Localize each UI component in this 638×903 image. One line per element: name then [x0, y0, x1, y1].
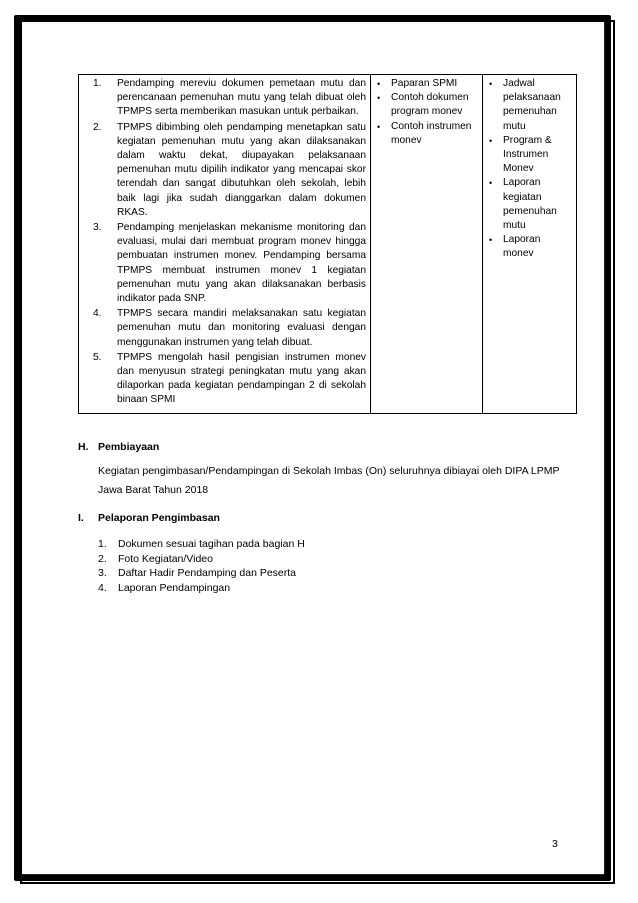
section-i-heading	[78, 512, 220, 524]
bullet-text: Jadwal pelaksanaan pemenuhan mutu	[503, 78, 561, 132]
section-h-title: Pembiayaan	[98, 441, 160, 453]
bullet-icon: •	[377, 79, 381, 89]
page-number: 3	[552, 838, 558, 850]
item-number: 3.	[98, 567, 107, 579]
list-item	[487, 134, 572, 177]
list-item	[375, 77, 478, 91]
item-text: Laporan Pendampingan	[118, 581, 231, 594]
section-i-title: Pelaporan Pengimbasan	[98, 512, 220, 524]
list-item	[83, 221, 366, 306]
bullet-text: Contoh instrumen monev	[391, 120, 472, 146]
report-list	[98, 537, 305, 595]
list-item	[98, 581, 305, 596]
steps-list	[83, 77, 366, 408]
item-text: Dokumen sesuai tagihan pada bagian H	[118, 538, 305, 550]
activity-table	[78, 74, 577, 414]
bullet-icon: •	[377, 93, 381, 104]
bullet-icon: •	[489, 135, 493, 146]
item-number: 4.	[98, 581, 107, 594]
list-item	[83, 307, 366, 350]
section-h-label: H.	[78, 441, 89, 453]
section-h-body: Kegiatan pengimbasan/Pendampingan di Sekolah Imbas (On) seluruhnya dibiayai oleh DIPA LPMP Jawa Barat Tahun 2018	[98, 465, 560, 496]
step-text: Pendamping menjelaskan mekanisme monitoring dan evaluasi, mulai dari membuat program monev hingga pembuatan instrumen monev. Pendamping bersama TPMPS membuat instrumen monev 1 kegiatan pemenuhan mutu yang akan dilaksanakan berbasis indikator pada SNP.	[117, 222, 366, 305]
bullet-icon: •	[489, 235, 493, 246]
materials-cell	[371, 75, 483, 414]
bullet-icon: •	[489, 79, 493, 89]
outputs-cell	[483, 75, 577, 414]
list-item	[487, 233, 572, 261]
item-number: 2.	[98, 552, 107, 565]
list-item	[83, 351, 366, 408]
list-item	[83, 121, 366, 220]
item-number: 1.	[98, 538, 107, 550]
step-text: TPMPS secara mandiri melaksanakan satu kegiatan pemenuhan mutu dan monitoring evaluasi dengan menggunakan instrumen yang telah dibuat.	[117, 308, 366, 348]
materials-list	[375, 77, 478, 148]
step-number: 1.	[93, 78, 102, 89]
bullet-text: Contoh dokumen program monev	[391, 92, 469, 118]
list-item	[375, 120, 478, 148]
steps-cell	[79, 75, 371, 414]
step-number: 2.	[93, 121, 102, 133]
list-item	[487, 77, 572, 134]
list-item	[487, 176, 572, 233]
outputs-list	[487, 77, 572, 262]
step-number: 4.	[93, 308, 102, 320]
bullet-text: Program & Instrumen Monev	[503, 134, 552, 175]
bullet-text: Laporan monev	[503, 234, 541, 260]
list-item	[83, 77, 366, 120]
step-text: TPMPS dibimbing oleh pendamping menetapkan satu kegiatan pemenuhan mutu yang akan dilaksanakan dalam waktu dekat, diupayakan pelaksanaan pemenuhan mutu dipilih indikator yang mencapai skor terendah dan sangat dibutuhkan oleh sekolah, lebih baik lagi jika sudah dianggarkan dalam dokumen RKAS.	[117, 121, 366, 218]
section-h-heading	[78, 441, 159, 453]
step-number: 5.	[93, 351, 102, 363]
bullet-icon: •	[377, 121, 381, 132]
list-item	[375, 91, 478, 119]
step-text: TPMPS mengolah hasil pengisian instrumen monev dan menyusun strategi peningkatan mutu yang akan dilaporkan pada kegiatan pendampingan 2 di sekolah binaan SPMI	[117, 351, 366, 406]
item-text: Daftar Hadir Pendamping dan Peserta	[118, 567, 297, 579]
list-item	[98, 537, 305, 552]
step-number: 3.	[93, 222, 102, 234]
table-row	[79, 75, 577, 414]
bullet-icon: •	[489, 178, 493, 189]
step-text: Pendamping mereviu dokumen pemetaan mutu dan perencanaan pemenuhan mutu yang telah dibuat oleh TPMPS serta memberikan masukan untuk perbaikan.	[117, 78, 366, 118]
bullet-text: Laporan kegiatan pemenuhan mutu	[503, 177, 557, 232]
bullet-text: Paparan SPMI	[391, 78, 458, 89]
list-item	[98, 566, 305, 581]
item-text: Foto Kegiatan/Video	[118, 552, 213, 565]
section-i-label: I.	[78, 512, 84, 524]
list-item	[98, 552, 305, 567]
